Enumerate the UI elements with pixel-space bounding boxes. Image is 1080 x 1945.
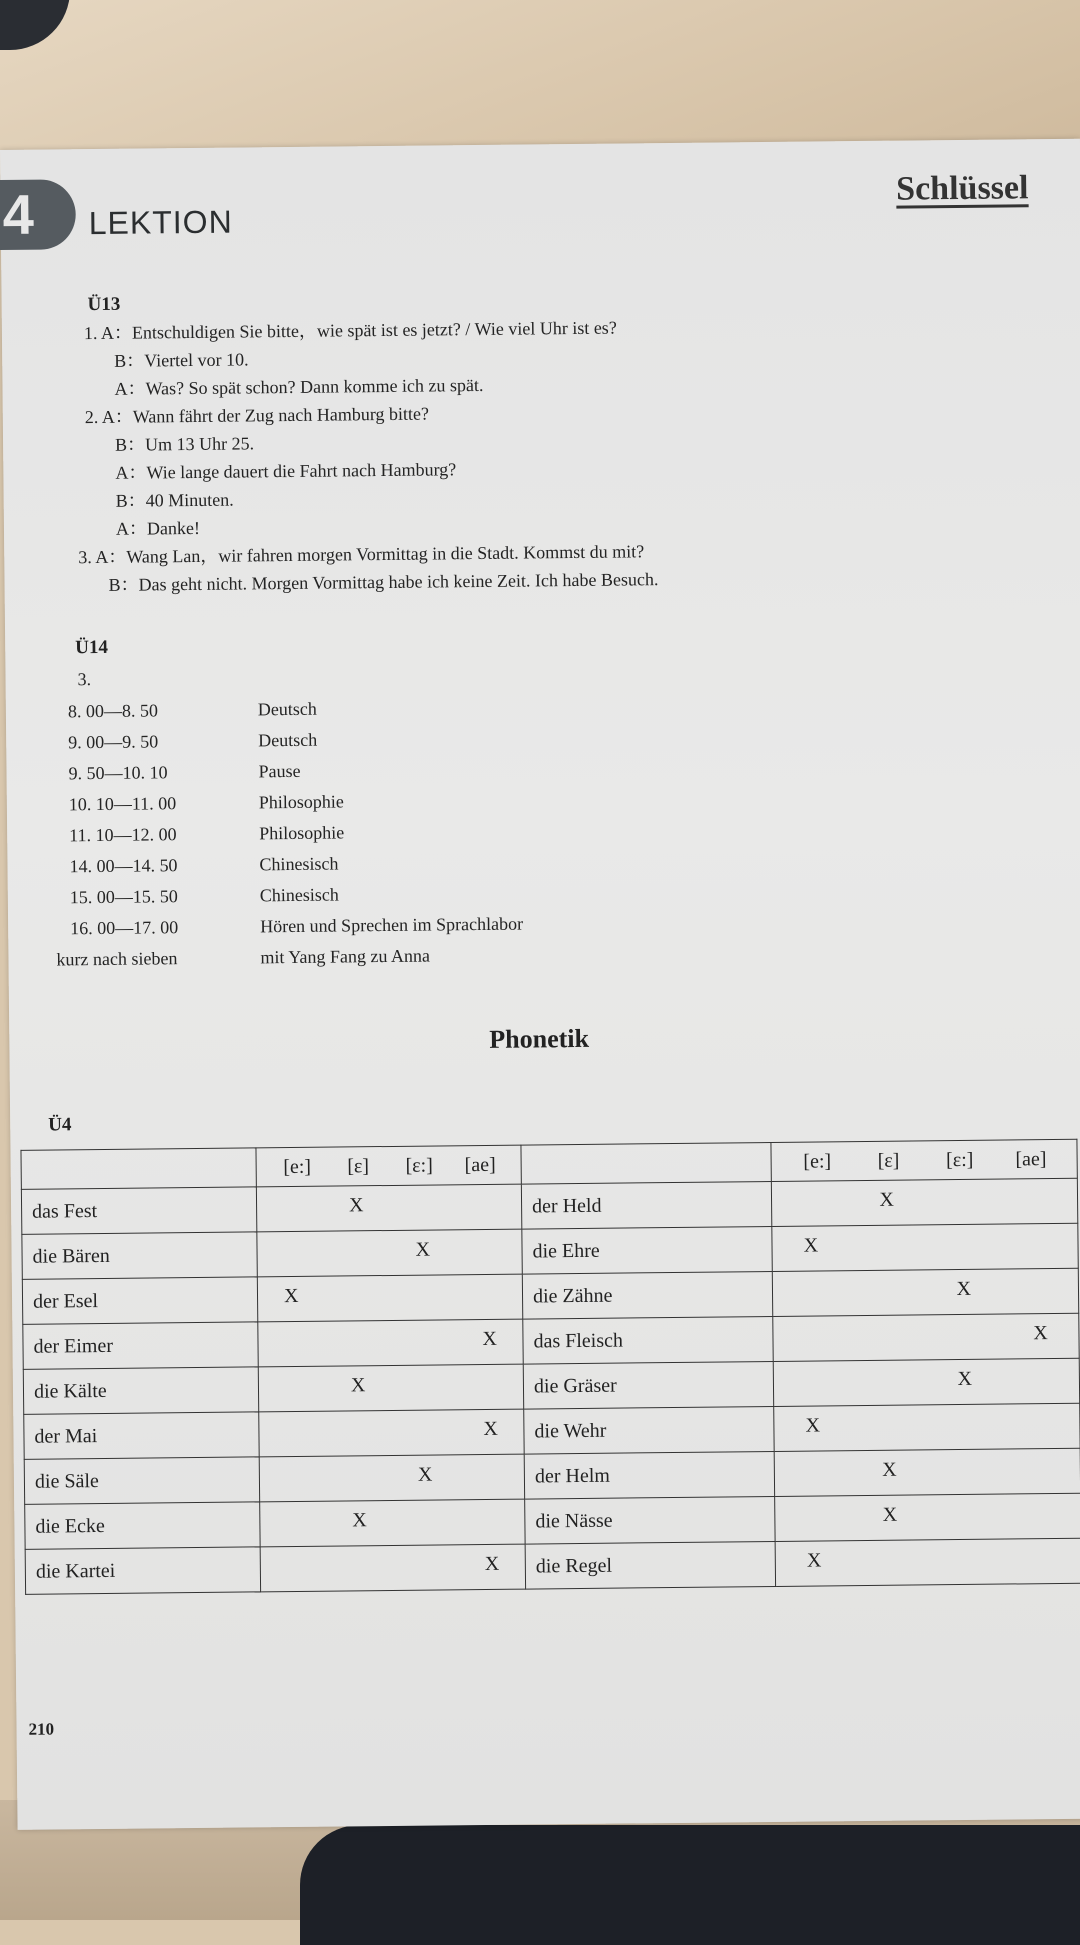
mark-cell (774, 1403, 1080, 1451)
schedule-time: 14. 00—14. 50 (69, 855, 178, 877)
word-cell: die Ecke (25, 1502, 260, 1549)
x-mark: X (956, 1277, 972, 1301)
x-mark: X (352, 1509, 367, 1532)
mark-cell (260, 1499, 525, 1547)
word-cell: die Säle (24, 1457, 259, 1504)
mark-cell (259, 1454, 524, 1502)
dialogue-line: B：Viertel vor 10. (114, 349, 249, 371)
symbol-e-open-long: [ɛ:] (945, 1148, 974, 1171)
mark-cell (258, 1364, 523, 1412)
x-mark: X (1033, 1322, 1048, 1345)
x-mark: X (483, 1417, 498, 1441)
header-empty-right (521, 1142, 771, 1184)
mark-cell (775, 1493, 1080, 1541)
schedule-time: 9. 50—10. 10 (68, 762, 168, 784)
mark-cell (773, 1313, 1079, 1361)
schedule-time: 11. 10—12. 00 (69, 824, 177, 846)
desk-object-dark (300, 1825, 1080, 1945)
x-mark: X (283, 1284, 299, 1308)
dialogue-line: A：Was? So spät schon? Dann komme ich zu spät. (114, 374, 484, 399)
header-symbols-left (256, 1145, 521, 1187)
x-mark: X (806, 1549, 822, 1572)
word-cell: der Held (521, 1181, 771, 1229)
schedule-time: 8. 00—8. 50 (67, 700, 158, 722)
word-cell: die Regel (525, 1541, 775, 1589)
x-mark: X (882, 1458, 897, 1481)
symbol-e-open: [ɛ] (877, 1149, 900, 1172)
schedule-subject: Philosophie (259, 822, 345, 844)
schedule-subject: Philosophie (258, 791, 344, 813)
dialogue-line: B：Um 13 Uhr 25. (114, 433, 255, 455)
x-mark: X (957, 1367, 973, 1391)
dialogue-line: B：40 Minuten. (115, 489, 234, 511)
x-mark: X (882, 1503, 898, 1526)
x-mark: X (803, 1234, 819, 1257)
word-cell: das Fleisch (523, 1316, 773, 1364)
dialogue-line: A：Wie lange dauert die Fahrt nach Hamburg? (115, 459, 457, 483)
x-mark: X (415, 1238, 431, 1261)
mark-cell (773, 1358, 1079, 1406)
word-cell: der Helm (524, 1451, 774, 1499)
mark-cell (259, 1409, 524, 1457)
mark-cell (260, 1544, 525, 1592)
dialogue-line: 1. A：Entschuldigen Sie bitte，wie spät ist es jetzt? / Wie viel Uhr ist es? (83, 317, 617, 344)
word-cell: die Bären (22, 1232, 257, 1279)
mark-cell (257, 1274, 522, 1322)
schedule-time: 10. 10—11. 00 (68, 793, 177, 815)
x-mark: X (348, 1194, 364, 1217)
symbol-e-open: [ɛ] (347, 1154, 370, 1177)
dialogue-line: 3. A：Wang Lan，wir fahren morgen Vormittag in die Stadt. Kommst du mit? (78, 541, 645, 568)
lesson-number-badge: 4 (0, 179, 76, 250)
schedule-time: kurz nach sieben (56, 948, 178, 970)
word-cell: die Wehr (524, 1406, 774, 1454)
schedule-subject: Deutsch (258, 729, 318, 751)
mark-cell (256, 1184, 521, 1232)
dialogue-line: 2. A：Wann fährt der Zug nach Hamburg bitte? (84, 403, 430, 428)
schedule-time: 16. 00—17. 00 (70, 917, 179, 939)
word-cell: die Nässe (525, 1496, 775, 1544)
word-cell: die Kälte (23, 1367, 258, 1414)
dialogue-line: B：Das geht nicht. Morgen Vormittag habe ich keine Zeit. Ich habe Besuch. (108, 569, 659, 595)
symbol-e-open-long: [ɛ:] (405, 1154, 433, 1177)
lesson-title: LEKTION (88, 203, 233, 242)
schedule-time: 9. 00—9. 50 (68, 731, 159, 753)
u13-heading: Ü13 (87, 293, 121, 316)
mark-cell (771, 1178, 1077, 1226)
schedule-time: 15. 00—15. 50 (69, 886, 178, 908)
schedule-subject: Chinesisch (259, 884, 339, 906)
schedule-subject: mit Yang Fang zu Anna (260, 945, 431, 968)
mark-cell (772, 1223, 1078, 1271)
schedule-subject: Chinesisch (259, 853, 339, 875)
u14-heading: Ü14 (75, 636, 109, 659)
mark-cell (774, 1448, 1080, 1496)
schedule-subject: Deutsch (257, 698, 317, 720)
symbol-e-long: [e:] (803, 1149, 832, 1173)
word-cell: die Kartei (25, 1547, 260, 1594)
header-symbols-right (771, 1139, 1077, 1181)
symbol-ae: [ae] (1015, 1147, 1047, 1170)
u4-heading: Ü4 (48, 1114, 72, 1136)
u14-number: 3. (77, 669, 92, 690)
schedule-subject: Hören und Sprechen im Sprachlabor (260, 913, 524, 937)
word-cell: der Esel (22, 1277, 257, 1324)
page-number: 210 (28, 1719, 55, 1739)
mark-cell (257, 1229, 522, 1277)
word-cell: der Mai (24, 1412, 259, 1459)
x-mark: X (350, 1374, 366, 1397)
x-mark: X (879, 1188, 894, 1211)
x-mark: X (482, 1327, 498, 1351)
mark-cell (775, 1538, 1080, 1586)
word-cell: die Gräser (523, 1361, 773, 1409)
phonetik-title: Phonetik (489, 1023, 590, 1054)
table-row (25, 1538, 1080, 1594)
word-cell: das Fest (21, 1187, 256, 1234)
key-title: Schlüssel (895, 169, 1029, 208)
dialogue-line: A：Danke! (115, 517, 201, 539)
header-empty-left (21, 1148, 256, 1189)
word-cell: die Zähne (522, 1271, 772, 1319)
x-mark: X (417, 1463, 433, 1486)
word-cell: der Eimer (23, 1322, 258, 1369)
book-page (0, 139, 1080, 1830)
x-mark: X (484, 1552, 500, 1575)
phonetik-table (20, 1139, 1080, 1595)
word-cell: die Ehre (522, 1226, 772, 1274)
schedule-subject: Pause (258, 760, 301, 782)
mark-cell (258, 1319, 523, 1367)
x-mark: X (805, 1414, 821, 1437)
symbol-e-long: [e:] (283, 1155, 312, 1178)
symbol-ae: [ae] (464, 1153, 496, 1176)
mark-cell (772, 1268, 1078, 1316)
